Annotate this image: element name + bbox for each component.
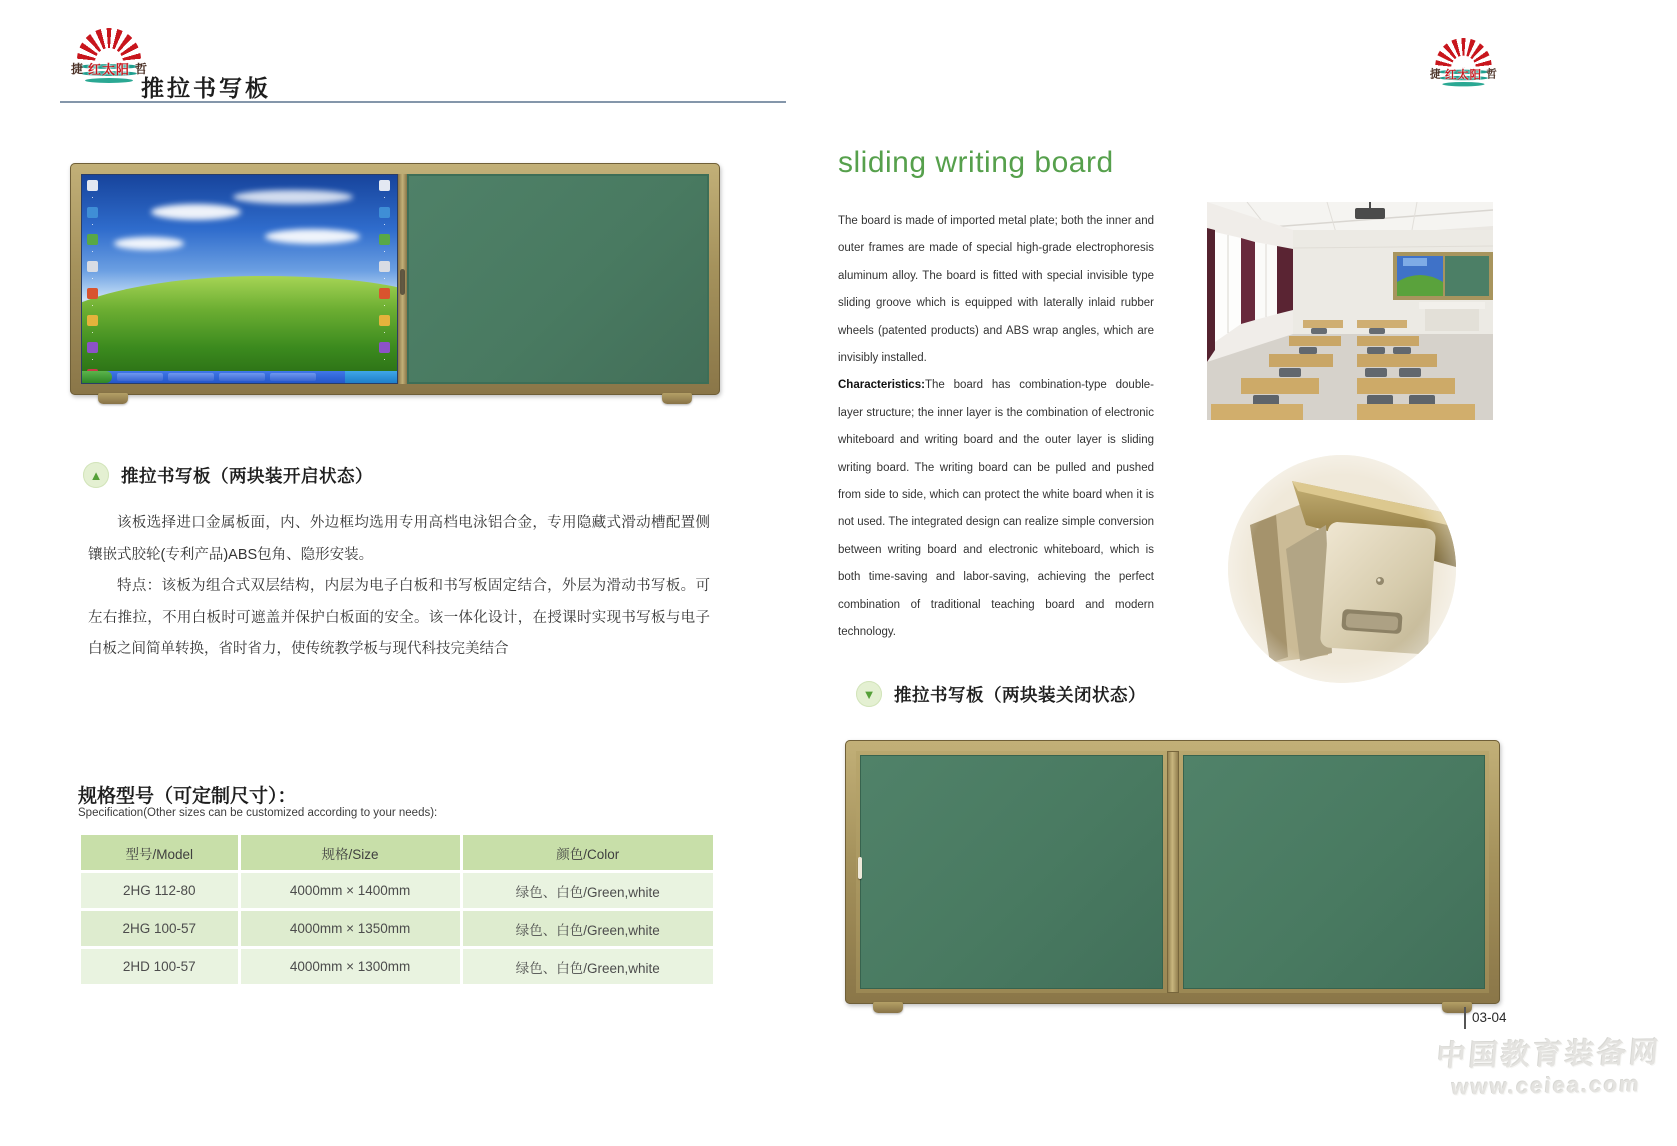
corner-detail-photo [1228, 455, 1456, 683]
taskbar [82, 371, 397, 383]
page-title: 推拉书写板 [141, 75, 271, 101]
cell-size: 4000mm × 1350mm [241, 911, 460, 946]
desktop-icon [379, 207, 390, 218]
center-frame-divider [1167, 751, 1179, 993]
watermark-site-name: 中国教育装备网 [1435, 1037, 1663, 1073]
desktop-icon [379, 261, 390, 272]
desktop-wallpaper-hill [81, 276, 398, 372]
table-row [81, 873, 713, 908]
spec-table-header-row [81, 835, 713, 870]
brand-logo [71, 28, 147, 90]
col-header-model: 型号/Model [81, 835, 238, 870]
spec-heading-en: Specification(Other sizes can be customized according to your needs): [78, 807, 438, 819]
desktop-icon [87, 288, 98, 299]
sliding-track-divider [398, 174, 407, 384]
start-button-icon [82, 371, 112, 383]
cell-color: 绿色、白色/Green,white [463, 911, 713, 946]
cell-color: 绿色、白色/Green,white [463, 873, 713, 908]
table-row [81, 911, 713, 946]
desktop-icon [379, 315, 390, 326]
english-characteristics: Characteristics:The board has combination-type double-layer structure; the inner layer is the combination of electronic whiteboard and writing board and the outer layer is sliding writing board. The writing board can be pulled and pushed from side to side, which can protect the white board when it is not used. The integrated design can realize simple conversion between writing board and electronic whiteboard, which is both time-saving and labor-saving, achieving the perfect combination of traditional teaching board and modern technology. [838, 379, 1154, 639]
description-zh [88, 508, 710, 666]
section-open-state [83, 462, 373, 488]
description-paragraph-2: 特点：该板为组合式双层结构，内层为电子白板和书写板固定结合，外层为滑动书写板。可左右推拉，不用白板时可遮盖并保护白板面的安全。该一体化设计，在授课时实现书写板与电子白板之间简单转换，省时省力，使传统教学板与现代科技完美结合 [88, 578, 710, 657]
classroom-illustration [1207, 202, 1493, 420]
desktop-icon [379, 288, 390, 299]
brand-name: 红太阳 [87, 62, 130, 77]
green-writing-board [407, 174, 709, 384]
desktop-icon [87, 315, 98, 326]
desktop-icon [379, 342, 390, 353]
cell-model: 2HG 112-80 [81, 873, 238, 908]
english-description [838, 208, 1154, 647]
up-triangle-icon: ▲ [83, 462, 109, 488]
desktop-icon-column [87, 180, 98, 380]
cloud [151, 204, 241, 220]
desktop-icon [87, 342, 98, 353]
product-image-open-state [70, 163, 720, 395]
page-number: 03-04 [1464, 1007, 1507, 1029]
brand-logo: 捷 红太阳 哲 [1430, 38, 1497, 93]
section-closed-state-label: 推拉书写板（两块装关闭状态） [894, 684, 1146, 705]
desktop-icon [87, 180, 98, 191]
green-board-panel-left [856, 751, 1167, 993]
col-header-color: 颜色/Color [463, 835, 713, 870]
desktop-icon-column [379, 180, 390, 353]
desktop-icon [87, 261, 98, 272]
board-foot [873, 1002, 903, 1013]
col-header-size: 规格/Size [241, 835, 460, 870]
cell-size: 4000mm × 1300mm [241, 949, 460, 984]
cell-model: 2HD 100-57 [81, 949, 238, 984]
description-paragraph-1: 该板选择进口金属板面，内、外边框均选用专用高档电泳铝合金，专用隐藏式滑动槽配置侧镶嵌式胶轮(专利产品)ABS包角、隐形安装。 [88, 515, 710, 563]
header-rule [60, 101, 786, 103]
spec-table [78, 832, 716, 987]
watermark-url: www.ceiea.com [1450, 1071, 1643, 1100]
green-board-panel-right [1179, 751, 1490, 993]
characteristics-label: Characteristics: [838, 379, 925, 392]
table-row [81, 949, 713, 984]
board-foot [662, 393, 692, 404]
desktop-icon [379, 234, 390, 245]
desktop-icon [87, 234, 98, 245]
product-image-closed-state [845, 740, 1500, 1004]
brand-char-right: 哲 [134, 62, 147, 76]
desktop-icon [87, 207, 98, 218]
section-open-state-label: 推拉书写板（两块装开启状态） [121, 465, 373, 486]
board-handle [858, 857, 862, 879]
english-heading: sliding writing board [838, 146, 1114, 179]
board-handle [400, 269, 405, 295]
electronic-whiteboard-screen [81, 174, 398, 384]
watermark [1417, 1030, 1677, 1101]
desktop-icon [379, 180, 390, 191]
spec-heading-zh: 规格型号（可定制尺寸）： [78, 786, 297, 807]
classroom-photo [1207, 202, 1493, 420]
board-foot [98, 393, 128, 404]
cell-color: 绿色、白色/Green,white [463, 949, 713, 984]
section-closed-state [856, 681, 1146, 707]
brand-char-left: 捷 [71, 62, 84, 76]
down-triangle-icon: ▼ [856, 681, 882, 707]
system-tray [345, 371, 397, 383]
english-intro: The board is made of imported metal plate; both the inner and outer frames are made of special high-grade electrophoresis aluminum alloy. The board is fitted with special invisible type sliding groove which is equipped with laterally inlaid rubber wheels (patented products) and ABS wrap angles, which are invisibly installed. [838, 215, 1154, 365]
cell-model: 2HG 100-57 [81, 911, 238, 946]
cell-size: 4000mm × 1400mm [241, 873, 460, 908]
